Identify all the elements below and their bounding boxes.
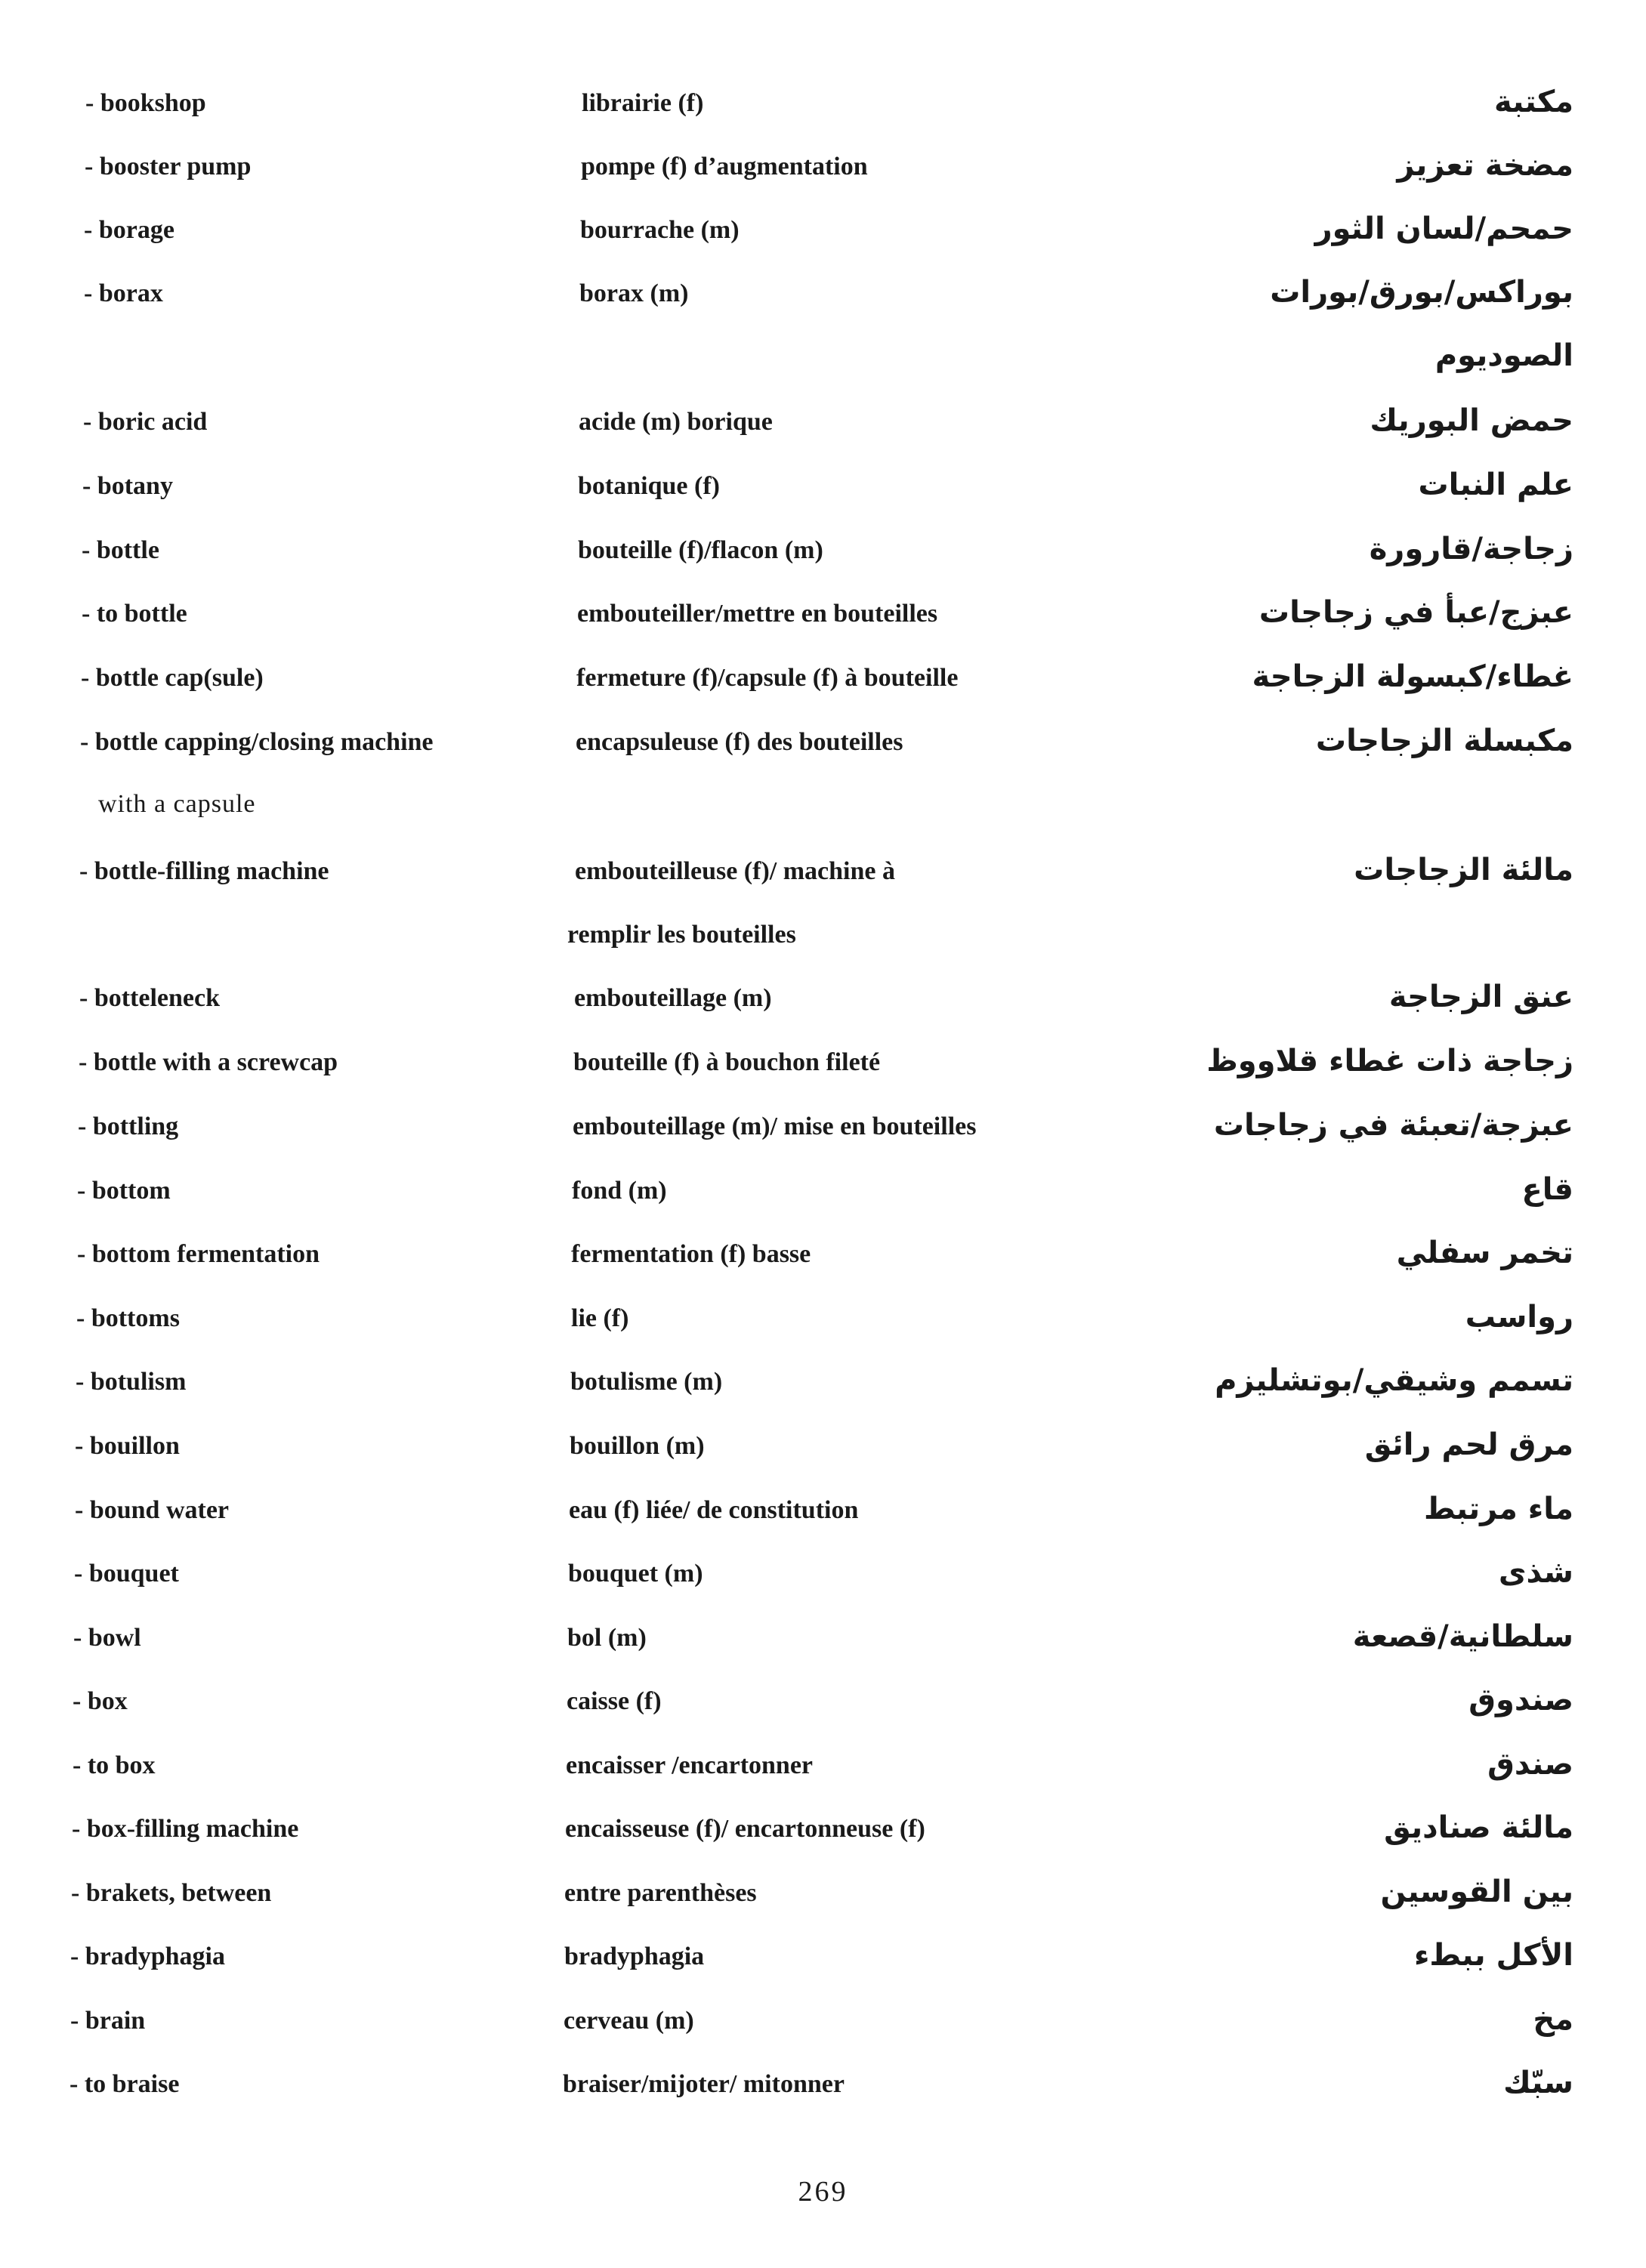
french-term: cerveau (m) xyxy=(564,2007,694,2035)
english-term: - booster pump xyxy=(85,153,252,181)
french-term: botulisme (m) xyxy=(570,1368,723,1396)
english-term: - bound water xyxy=(75,1496,230,1524)
french-term: embouteillage (m)/ mise en bouteilles xyxy=(573,1112,977,1140)
arabic-term: رواسب xyxy=(1465,1300,1573,1335)
french-term: braiser/mijoter/ mitonner xyxy=(563,2070,845,2098)
french-term: fermentation (f) basse xyxy=(571,1240,811,1268)
french-term: bouteille (f)/flacon (m) xyxy=(578,536,823,564)
arabic-term: صندوق xyxy=(1468,1683,1573,1717)
english-term: - bottom fermentation xyxy=(77,1240,320,1268)
arabic-term: مكتبة xyxy=(1494,85,1573,119)
english-term: - borage xyxy=(84,216,174,244)
english-term-continuation: with a capsule xyxy=(98,790,256,818)
french-term: bradyphagia xyxy=(564,1942,705,1970)
english-term: - bradyphagia xyxy=(70,1942,225,1970)
french-term: borax (m) xyxy=(579,279,689,307)
arabic-term: سبّك xyxy=(1503,2066,1573,2100)
arabic-term: ماء مرتبط xyxy=(1424,1492,1573,1526)
french-term: embouteillage (m) xyxy=(574,984,772,1012)
english-term: - to braise xyxy=(69,2070,180,2098)
french-term: entre parenthèses xyxy=(564,1879,757,1907)
page-number: 269 xyxy=(798,2176,848,2208)
english-term: - botteleneck xyxy=(79,984,221,1012)
arabic-term: بوراكس/بورق/بورات xyxy=(1270,275,1573,310)
english-term: - bottom xyxy=(77,1177,171,1205)
arabic-term: زجاجة ذات غطاء قلاووظ xyxy=(1206,1044,1573,1078)
french-term: caisse (f) xyxy=(567,1687,662,1715)
arabic-term: صندق xyxy=(1487,1747,1573,1782)
english-term: - bottle xyxy=(82,536,159,564)
arabic-term: عنق الزجاجة xyxy=(1388,980,1573,1014)
arabic-term: تسمم وشيقي/بوتشليزم xyxy=(1215,1363,1573,1398)
french-term: fond (m) xyxy=(572,1177,667,1205)
english-term: - bowl xyxy=(73,1624,141,1652)
arabic-term: مخ xyxy=(1533,2002,1573,2037)
english-term: - borax xyxy=(84,279,163,307)
english-term: - bottle with a screwcap xyxy=(79,1048,338,1076)
arabic-term: بين القوسين xyxy=(1380,1875,1573,1909)
english-term: - bouillon xyxy=(75,1432,180,1460)
english-term: - box xyxy=(73,1687,128,1715)
arabic-term: غطاء/كبسولة الزجاجة xyxy=(1252,659,1573,694)
english-term: - bottle capping/closing machine xyxy=(80,728,434,756)
arabic-term: عبزجة/تعبئة في زجاجات xyxy=(1213,1108,1573,1143)
arabic-term-continuation: الصوديوم xyxy=(1434,338,1573,373)
arabic-term: زجاجة/قارورة xyxy=(1369,532,1573,566)
english-term: - brain xyxy=(70,2007,146,2035)
english-term: - to bottle xyxy=(82,600,187,628)
french-term: bouquet (m) xyxy=(568,1560,703,1588)
arabic-term: علم النبات xyxy=(1418,467,1573,502)
french-term: acide (m) borique xyxy=(579,408,773,436)
arabic-term: تخمر سفلي xyxy=(1396,1236,1573,1270)
english-term: - bookshop xyxy=(85,89,206,117)
english-term: - box-filling machine xyxy=(72,1815,299,1843)
french-term: encaisseuse (f)/ encartonneuse (f) xyxy=(565,1815,925,1843)
french-term: embouteilleuse (f)/ machine à xyxy=(575,857,895,885)
english-term: - botany xyxy=(82,472,173,500)
french-term: bourrache (m) xyxy=(580,216,740,244)
french-term: bouteille (f) à bouchon fileté xyxy=(573,1048,881,1076)
french-term: embouteiller/mettre en bouteilles xyxy=(577,600,938,628)
arabic-term: مرق لحم رائق xyxy=(1364,1427,1573,1462)
arabic-term: شذى xyxy=(1498,1555,1573,1590)
arabic-term: مالئة الزجاجات xyxy=(1354,853,1573,887)
french-term: encaisser /encartonner xyxy=(566,1751,814,1779)
french-term: bouillon (m) xyxy=(570,1432,705,1460)
french-term: eau (f) liée/ de constitution xyxy=(569,1496,859,1524)
english-term: - bouquet xyxy=(74,1560,179,1588)
arabic-term: مكبسلة الزجاجات xyxy=(1315,724,1573,758)
french-term: fermeture (f)/capsule (f) à bouteille xyxy=(576,664,959,692)
arabic-term: مالئة صناديق xyxy=(1384,1810,1573,1845)
english-term: - botulism xyxy=(76,1368,187,1396)
arabic-term: قاع xyxy=(1521,1172,1573,1207)
french-term: lie (f) xyxy=(571,1304,629,1332)
french-term: encapsuleuse (f) des bouteilles xyxy=(576,728,903,756)
arabic-term: مضخة تعزيز xyxy=(1397,148,1573,183)
arabic-term: حمض البوريك xyxy=(1370,403,1573,438)
french-term: librairie (f) xyxy=(582,89,704,117)
english-term: - bottoms xyxy=(76,1304,180,1332)
english-term: - bottle cap(sule) xyxy=(81,664,264,692)
arabic-term: عبزج/عبأ في زجاجات xyxy=(1258,595,1573,630)
french-term-continuation: remplir les bouteilles xyxy=(567,921,796,949)
french-term: botanique (f) xyxy=(578,472,720,500)
french-term: bol (m) xyxy=(567,1624,647,1652)
english-term: - bottling xyxy=(78,1112,179,1140)
arabic-term: الأكل ببطء xyxy=(1413,1938,1573,1973)
arabic-term: حمحم/لسان الثور xyxy=(1314,211,1573,246)
english-term: - to box xyxy=(73,1751,156,1779)
french-term: pompe (f) d’augmentation xyxy=(581,153,868,181)
arabic-term: سلطانية/قصعة xyxy=(1352,1619,1573,1654)
english-term: - bottle-filling machine xyxy=(79,857,329,885)
english-term: - brakets, between xyxy=(71,1879,272,1907)
english-term: - boric acid xyxy=(83,408,208,436)
